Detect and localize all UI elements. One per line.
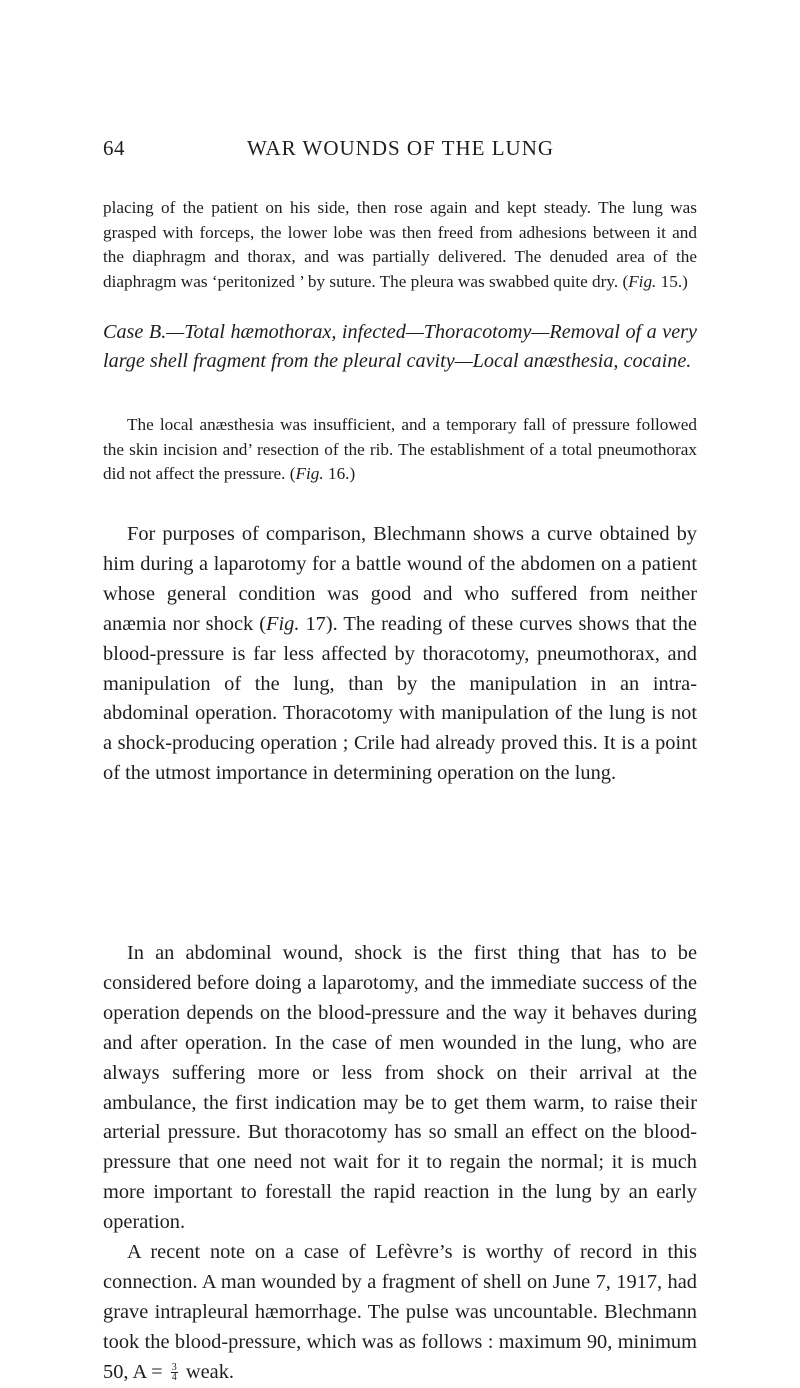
figure-label: Fig.	[295, 464, 324, 483]
paragraph-text: placing of the patient on his side, then rose again and kept steady. The lung was grasped with forceps, the lower lobe was then freed from adhesions between it and the diaphragm and thorax, and was partially delivered. The denuded area of the diaphragm was ‘peritonized ’ by suture. The pleura was swabbed quite dry.	[103, 198, 697, 291]
page-number: 64	[103, 136, 125, 160]
figure-label: Fig.	[628, 271, 657, 291]
paragraph-case-a-continuation	[103, 196, 697, 294]
paragraph-text: A recent note on a case of Lefèvre’s is worthy of record in this connection. A man wounded by a fragment of shell on June 7, 1917, had grave intrapleural hæmorrhage. The pulse was uncountable. Blechmann took the blood-pressure, which was as follows : maximum 90, minimum 50, A =	[103, 1241, 697, 1383]
paragraph-text-continued: 17). The reading of these curves shows that the blood-pressure is far less affected by thoracotomy, pneumothorax, and manipulation of the lung, than by the manipulation in an intra-abdominal operation. Thoracotomy with manipulation of the lung is not a shock-producing operation ; Crile had already proved this. It is a point of the utmost importance in determining operation on the lung.	[103, 612, 697, 785]
figure-ref: 15.)	[656, 271, 688, 291]
case-b-heading: Case B.—Total hæmothorax, infected—Thoracotomy—Removal of a very large shell fragment from the pleural cavity—Local anæsthesia, cocaine.	[103, 321, 697, 372]
paragraph-lefevre-case	[103, 1238, 697, 1388]
paragraph-text-end: weak.	[180, 1360, 234, 1383]
fraction-numerator: 3	[171, 1362, 177, 1374]
running-head	[103, 136, 698, 166]
fraction-denominator: 4	[171, 1372, 177, 1384]
paragraph-abdominal-wound	[103, 939, 697, 1238]
figure-ref-open: (	[622, 271, 629, 291]
paragraph-text: For purposes of comparison, Blechmann shows a curve obtained by him during a laparotomy for a battle wound of the abdomen on a patient whose general condition was good and who suffered from neither anæmia nor shock (	[103, 523, 697, 635]
figure-label: Fig.	[266, 612, 300, 635]
figure-ref-open: (	[289, 464, 296, 483]
running-title: WAR WOUNDS OF THE LUNG	[246, 136, 555, 160]
paragraph-text: The local anæsthesia was insufficient, and a temporary fall of pressure followed the skin incision and’ resection of the rib. The establishment of a total pneumothorax did not affect the pressure.	[103, 415, 697, 483]
paragraph-case-b	[103, 413, 697, 487]
paragraph-text: In an abdominal wound, shock is the first thing that has to be considered before doing a laparotomy, and the immediate success of the operation depends on the blood-pressure and the way it behaves during and after operation. In the case of men wounded in the lung, who are always suffering more or less from shock on their arrival at the ambulance, the first indication may be to get them warm, to raise their arterial pressure. But thoracotomy has so small an effect on the blood-pressure that one need not wait for it to regain the normal; it is much more important to forestall the rapid reaction in the lung by an early operation.	[103, 942, 697, 1234]
figure-ref: 16.)	[323, 464, 356, 483]
paragraph-comparison	[103, 520, 697, 789]
